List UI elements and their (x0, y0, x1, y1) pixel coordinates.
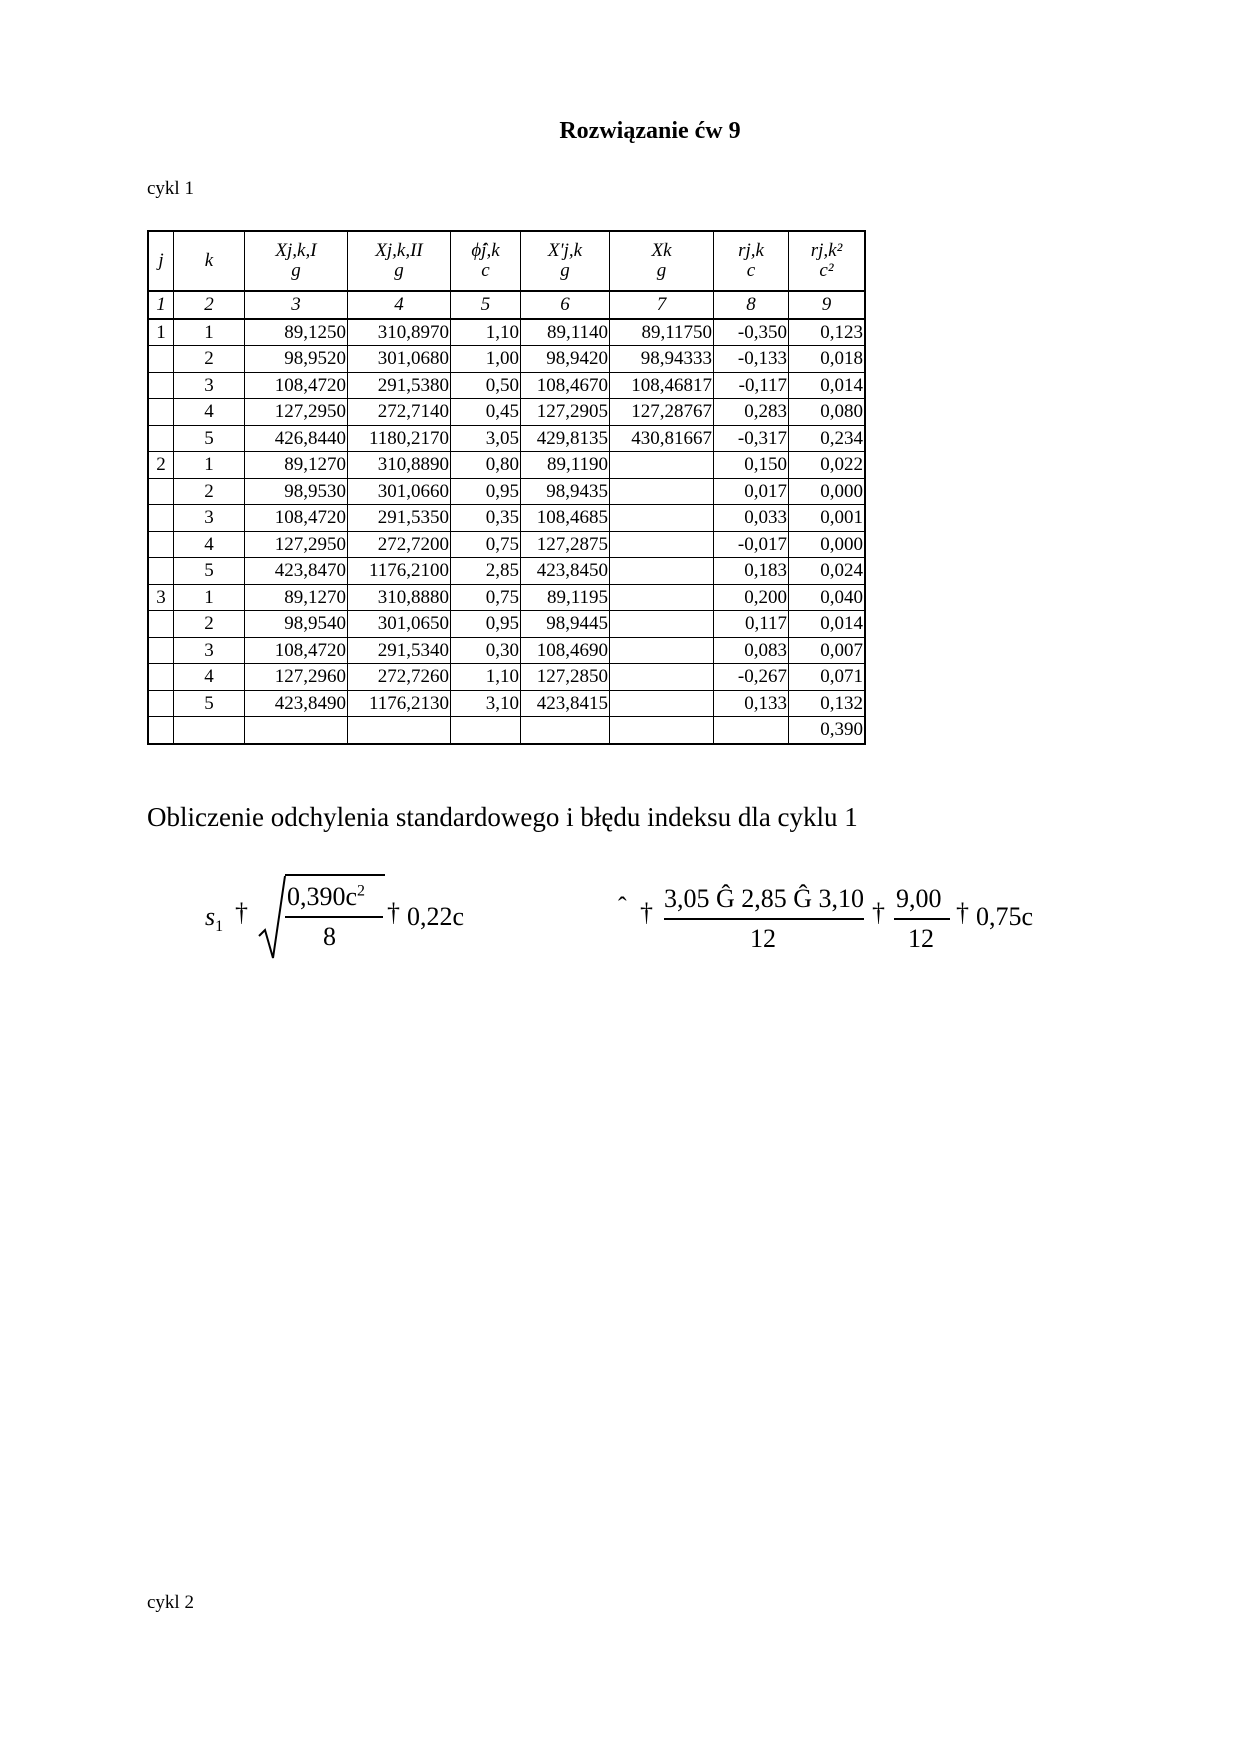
table-cell (610, 664, 714, 691)
table-cell: 272,7140 (348, 399, 451, 426)
table-cell: 0,95 (451, 478, 521, 505)
table-cell: 0,75 (451, 531, 521, 558)
index-error-formula (618, 872, 1058, 962)
table-cell: 89,1195 (521, 584, 610, 611)
table-cell: 2 (174, 611, 245, 638)
formula1-numerator: $0,390c^2$ (287, 882, 366, 911)
table-cell: 0,117 (714, 611, 789, 638)
table-row (148, 690, 865, 717)
table-cell: 301,0650 (348, 611, 451, 638)
table-row (148, 505, 865, 532)
formula2-equals: † (640, 898, 653, 927)
table-cell (148, 690, 174, 717)
table-cell: 89,1250 (245, 319, 348, 346)
table-cell: 426,8440 (245, 425, 348, 452)
column-symbol: Xj,k,I (275, 240, 317, 261)
table-cell: 0,123 (789, 319, 866, 346)
table-cell: 0,018 (789, 346, 866, 373)
table-cell: -0,267 (714, 664, 789, 691)
table-cell: 0,75 (451, 584, 521, 611)
column-header (348, 231, 451, 291)
table-cell: 0,133 (714, 690, 789, 717)
column-unit: c² (819, 260, 834, 281)
table-cell: 108,4670 (521, 372, 610, 399)
formula2-numerator-2: 9,00 (896, 884, 942, 913)
cycle-2-label: cykl 2 (147, 1592, 194, 1613)
formula1-result: 0,22c (407, 902, 465, 931)
table-cell: 1176,2130 (348, 690, 451, 717)
table-cell: 127,2950 (245, 531, 348, 558)
table-cell: 0,024 (789, 558, 866, 585)
table-cell: 127,2875 (521, 531, 610, 558)
table-cell: 0,283 (714, 399, 789, 426)
table-cell (245, 717, 348, 744)
table-cell: 89,1140 (521, 319, 610, 346)
table-cell (148, 478, 174, 505)
table-cell (148, 531, 174, 558)
table-cell (610, 584, 714, 611)
table-cell: 98,9530 (245, 478, 348, 505)
table-cell: 5 (174, 425, 245, 452)
table-cell: 89,1270 (245, 452, 348, 479)
table-cell (714, 717, 789, 744)
table-cell: 2 (174, 478, 245, 505)
table-cell: -0,117 (714, 372, 789, 399)
table-cell (610, 531, 714, 558)
table-cell (148, 664, 174, 691)
table-cell: 1176,2100 (348, 558, 451, 585)
formula1-denominator: 8 (323, 922, 336, 951)
table-row (148, 717, 865, 744)
table-cell: 0,95 (451, 611, 521, 638)
formula2-denominator-2: 12 (908, 924, 934, 953)
table-cell: 0,35 (451, 505, 521, 532)
table-cell: 0,014 (789, 611, 866, 638)
table-cell (148, 611, 174, 638)
column-number: 6 (521, 291, 610, 319)
column-symbol: rj,k (738, 240, 764, 261)
table-cell (148, 505, 174, 532)
table-cell (610, 690, 714, 717)
table-row (148, 664, 865, 691)
table-cell: 108,4690 (521, 637, 610, 664)
table-cell: 291,5340 (348, 637, 451, 664)
formula2-lhs: ˆ (618, 892, 627, 921)
table-cell (610, 505, 714, 532)
table-cell: 2 (174, 346, 245, 373)
table-cell: 3 (174, 505, 245, 532)
table-cell: -0,133 (714, 346, 789, 373)
table-cell: 0,234 (789, 425, 866, 452)
column-number: 5 (451, 291, 521, 319)
table-cell: 108,46817 (610, 372, 714, 399)
formula2-denominator-1: 12 (750, 924, 776, 953)
table-cell: 0,50 (451, 372, 521, 399)
section-heading: Obliczenie odchylenia standardowego i błędu indeksu dla cyklu 1 (147, 802, 858, 832)
table-cell: 98,9520 (245, 346, 348, 373)
table-cell: 98,9420 (521, 346, 610, 373)
table-cell: 0,150 (714, 452, 789, 479)
table-cell: 310,8970 (348, 319, 451, 346)
column-header (714, 231, 789, 291)
table-cell: 1 (148, 319, 174, 346)
table-cell: 108,4720 (245, 505, 348, 532)
table-cell: 301,0680 (348, 346, 451, 373)
column-symbol: j (158, 250, 164, 271)
table-cell: 98,9540 (245, 611, 348, 638)
table-cell (148, 372, 174, 399)
table-cell: 1180,2170 (348, 425, 451, 452)
table-cell: 89,1190 (521, 452, 610, 479)
table-cell (610, 611, 714, 638)
table-cell: 1,00 (451, 346, 521, 373)
table-cell (148, 558, 174, 585)
table-cell: 0,200 (714, 584, 789, 611)
table-cell (610, 558, 714, 585)
column-unit: g (394, 260, 404, 281)
formula2-equals-3: † (956, 898, 969, 927)
table-cell: 3 (148, 584, 174, 611)
table-row (148, 584, 865, 611)
table-cell: 5 (174, 690, 245, 717)
table-cell: 423,8450 (521, 558, 610, 585)
table-cell (148, 637, 174, 664)
column-number: 9 (789, 291, 866, 319)
table-cell: 4 (174, 531, 245, 558)
cycle-1-label: cykl 1 (147, 178, 194, 199)
table-cell (610, 478, 714, 505)
table-cell: 4 (174, 664, 245, 691)
table-cell: 2,85 (451, 558, 521, 585)
column-symbol: Xj,k,II (375, 240, 423, 261)
column-symbol: Xk (651, 240, 672, 261)
table-cell: 1 (174, 319, 245, 346)
formula2-equals-2: † (872, 898, 885, 927)
column-unit: g (656, 260, 667, 281)
table-cell: 0,033 (714, 505, 789, 532)
column-unit: g (291, 260, 301, 281)
table-cell (148, 425, 174, 452)
column-symbol: X'j,k (547, 240, 583, 261)
table-cell: 4 (174, 399, 245, 426)
table-row (148, 478, 865, 505)
table-cell: 127,2960 (245, 664, 348, 691)
column-header (521, 231, 610, 291)
table-cell (148, 346, 174, 373)
table-cell: 0,000 (789, 531, 866, 558)
column-header (148, 231, 174, 291)
table-cell: 3,05 (451, 425, 521, 452)
table-cell: 310,8890 (348, 452, 451, 479)
column-header (174, 231, 245, 291)
column-unit: c (481, 260, 490, 281)
page-title: Rozwiązanie ćw 9 (559, 118, 741, 144)
table-cell: 301,0660 (348, 478, 451, 505)
table-cell: 272,7200 (348, 531, 451, 558)
column-unit: c (746, 260, 756, 281)
table-cell: 127,2905 (521, 399, 610, 426)
table-cell: 291,5350 (348, 505, 451, 532)
table-cell: 1,10 (451, 664, 521, 691)
std-deviation-formula (205, 872, 505, 962)
table-cell: 0,080 (789, 399, 866, 426)
table-cell: 429,8135 (521, 425, 610, 452)
table-row (148, 637, 865, 664)
table-cell: 423,8490 (245, 690, 348, 717)
table-cell: 0,30 (451, 637, 521, 664)
table-row (148, 319, 865, 346)
table-row (148, 425, 865, 452)
column-number: 2 (174, 291, 245, 319)
table-cell (610, 717, 714, 744)
table-row (148, 346, 865, 373)
formula1-lhs: $s_1$ (205, 902, 224, 936)
table-cell: 127,2950 (245, 399, 348, 426)
table-cell (148, 399, 174, 426)
table-cell: 127,2850 (521, 664, 610, 691)
table-cell: 310,8880 (348, 584, 451, 611)
column-number: 3 (245, 291, 348, 319)
table-cell: 1 (174, 584, 245, 611)
column-number: 7 (610, 291, 714, 319)
table-cell: 0,390 (789, 717, 866, 744)
column-header (451, 231, 521, 291)
table-cell: 0,001 (789, 505, 866, 532)
table-cell: 3 (174, 372, 245, 399)
column-header (610, 231, 714, 291)
column-symbol: ϕ̂j,k (471, 240, 500, 261)
formula2-numerator-1: 3,05 Ĝ 2,85 Ĝ 3,10 (664, 884, 865, 913)
table-row (148, 452, 865, 479)
table-cell: 0,014 (789, 372, 866, 399)
measurement-table (147, 230, 866, 745)
table-cell: 5 (174, 558, 245, 585)
table-cell (521, 717, 610, 744)
table-cell (451, 717, 521, 744)
table-cell: 98,94333 (610, 346, 714, 373)
table-cell: -0,017 (714, 531, 789, 558)
table-cell: 108,4720 (245, 637, 348, 664)
table-cell: 89,1270 (245, 584, 348, 611)
column-unit: g (560, 260, 570, 281)
table-cell: 0,000 (789, 478, 866, 505)
table-cell: 108,4685 (521, 505, 610, 532)
formula1-equals-2: † (387, 898, 400, 927)
table-cell: 0,083 (714, 637, 789, 664)
formula1-equals: † (235, 898, 248, 927)
table-cell: 291,5380 (348, 372, 451, 399)
table-cell: 423,8415 (521, 690, 610, 717)
table-cell: 3,10 (451, 690, 521, 717)
table-row (148, 372, 865, 399)
table-row (148, 531, 865, 558)
table-cell (348, 717, 451, 744)
table-cell: 0,45 (451, 399, 521, 426)
table-cell: 98,9435 (521, 478, 610, 505)
table-cell: -0,350 (714, 319, 789, 346)
table-cell: 98,9445 (521, 611, 610, 638)
table-cell: 3 (174, 637, 245, 664)
table-cell: 2 (148, 452, 174, 479)
table-cell (610, 637, 714, 664)
table-cell: 0,183 (714, 558, 789, 585)
formula2-result: 0,75c (976, 902, 1034, 931)
table-cell (148, 717, 174, 744)
column-number: 8 (714, 291, 789, 319)
table-cell: -0,317 (714, 425, 789, 452)
column-number: 1 (148, 291, 174, 319)
table-cell: 0,80 (451, 452, 521, 479)
column-header (789, 231, 866, 291)
column-number-row (148, 291, 865, 319)
table-cell: 0,022 (789, 452, 866, 479)
table-cell (174, 717, 245, 744)
table-row (148, 399, 865, 426)
table-cell: 1,10 (451, 319, 521, 346)
table-cell: 430,81667 (610, 425, 714, 452)
table-cell: 89,11750 (610, 319, 714, 346)
table-row (148, 611, 865, 638)
table-header-row (148, 231, 865, 291)
table-cell: 1 (174, 452, 245, 479)
table-cell: 127,28767 (610, 399, 714, 426)
table-cell: 0,017 (714, 478, 789, 505)
table-cell: 0,040 (789, 584, 866, 611)
table-cell: 0,071 (789, 664, 866, 691)
table-cell: 0,007 (789, 637, 866, 664)
column-symbol: k (204, 250, 214, 271)
table-cell: 0,132 (789, 690, 866, 717)
table-cell: 108,4720 (245, 372, 348, 399)
sqrt-icon (257, 874, 287, 960)
column-header (245, 231, 348, 291)
column-symbol: rj,k² (810, 240, 843, 261)
column-number: 4 (348, 291, 451, 319)
table-cell (610, 452, 714, 479)
table-row (148, 558, 865, 585)
table-cell: 272,7260 (348, 664, 451, 691)
table-cell: 423,8470 (245, 558, 348, 585)
